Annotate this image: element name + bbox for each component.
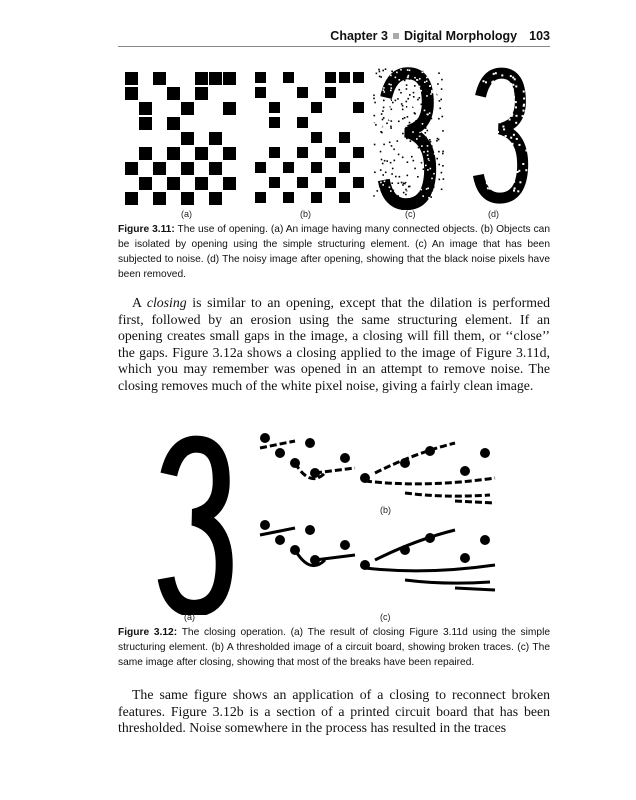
figure-3-11-caption <box>118 222 550 282</box>
term-closing: closing <box>146 295 187 310</box>
paragraph-2-text: The same figure shows an application of a closing to reconnect broken features. Figure 3.12b is a section of a printed circuit board that has been thresholded. Noise somewhere in the process has resulted in the traces <box>118 687 550 735</box>
body-paragraph-1 <box>118 295 550 394</box>
body-paragraph-2 <box>118 687 550 737</box>
figure-3-11-caption-text: The use of opening. (a) An image having many connected objects. (b) Objects can be isolated by opening using the simple structuring element. (c) An image that has been subjected to noise. (d) The noisy image after opening, showing that the black noise pixels have been removed. <box>118 224 550 280</box>
figure-3-11a-checker-objects <box>125 72 236 205</box>
paragraph-1-text: is similar to an opening, except that the dilation is performed first, followed by an erosion using the same structuring element. If an opening creates small gaps in the image, a closing will fill them, or ‘‘close’’ the gaps. Figure 3.12a shows a closing applied to the image of Figure 3.11d, which you may remember was opened in an attempt to remove noise. The closing removes much of the white pixel noise, giving a fairly clean image. <box>118 295 550 393</box>
figure-3-12-caption-text: The closing operation. (a) The result of closing Figure 3.11d using the simple structuring element. (b) A thresholded image of a circuit board, showing broken traces. (c) The same image after closing, showing that most of the breaks have been repaired. <box>118 627 550 668</box>
figure-3-11c-noisy-three <box>373 68 445 204</box>
figure-3-11-sublabel-a: (a) <box>181 209 192 219</box>
figure-3-12c-closed-circuit <box>260 520 495 590</box>
figure-3-12-caption <box>118 625 550 670</box>
figure-3-11d-opened-three <box>478 72 537 198</box>
figure-3-11-sublabel-d: (d) <box>488 209 499 219</box>
figure-3-11-caption-label: Figure 3.11: <box>118 224 175 235</box>
figure-3-12-sublabel-a: (a) <box>184 612 195 622</box>
page-number: 103 <box>529 29 550 43</box>
figure-3-12-images <box>150 430 530 615</box>
figure-3-12-sublabel-c: (c) <box>380 612 391 622</box>
running-header <box>118 28 550 47</box>
figure-3-11-sublabel-b: (b) <box>300 209 311 219</box>
chapter-title: Digital Morphology <box>403 29 518 43</box>
figure-3-11-sublabel-c: (c) <box>405 209 416 219</box>
figure-3-12-sublabel-b: (b) <box>380 505 391 515</box>
figure-3-11-images <box>125 60 545 210</box>
figure-3-12a-closed-three <box>166 444 224 608</box>
chapter-label: Chapter 3 <box>330 29 388 43</box>
figure-3-12b-thresholded-circuit <box>260 433 495 503</box>
paragraph-1-prefix: A <box>132 295 147 310</box>
separator-square-icon <box>393 33 399 39</box>
figure-3-11b-isolated-objects <box>255 72 364 203</box>
figure-3-12-caption-label: Figure 3.12: <box>118 627 178 638</box>
